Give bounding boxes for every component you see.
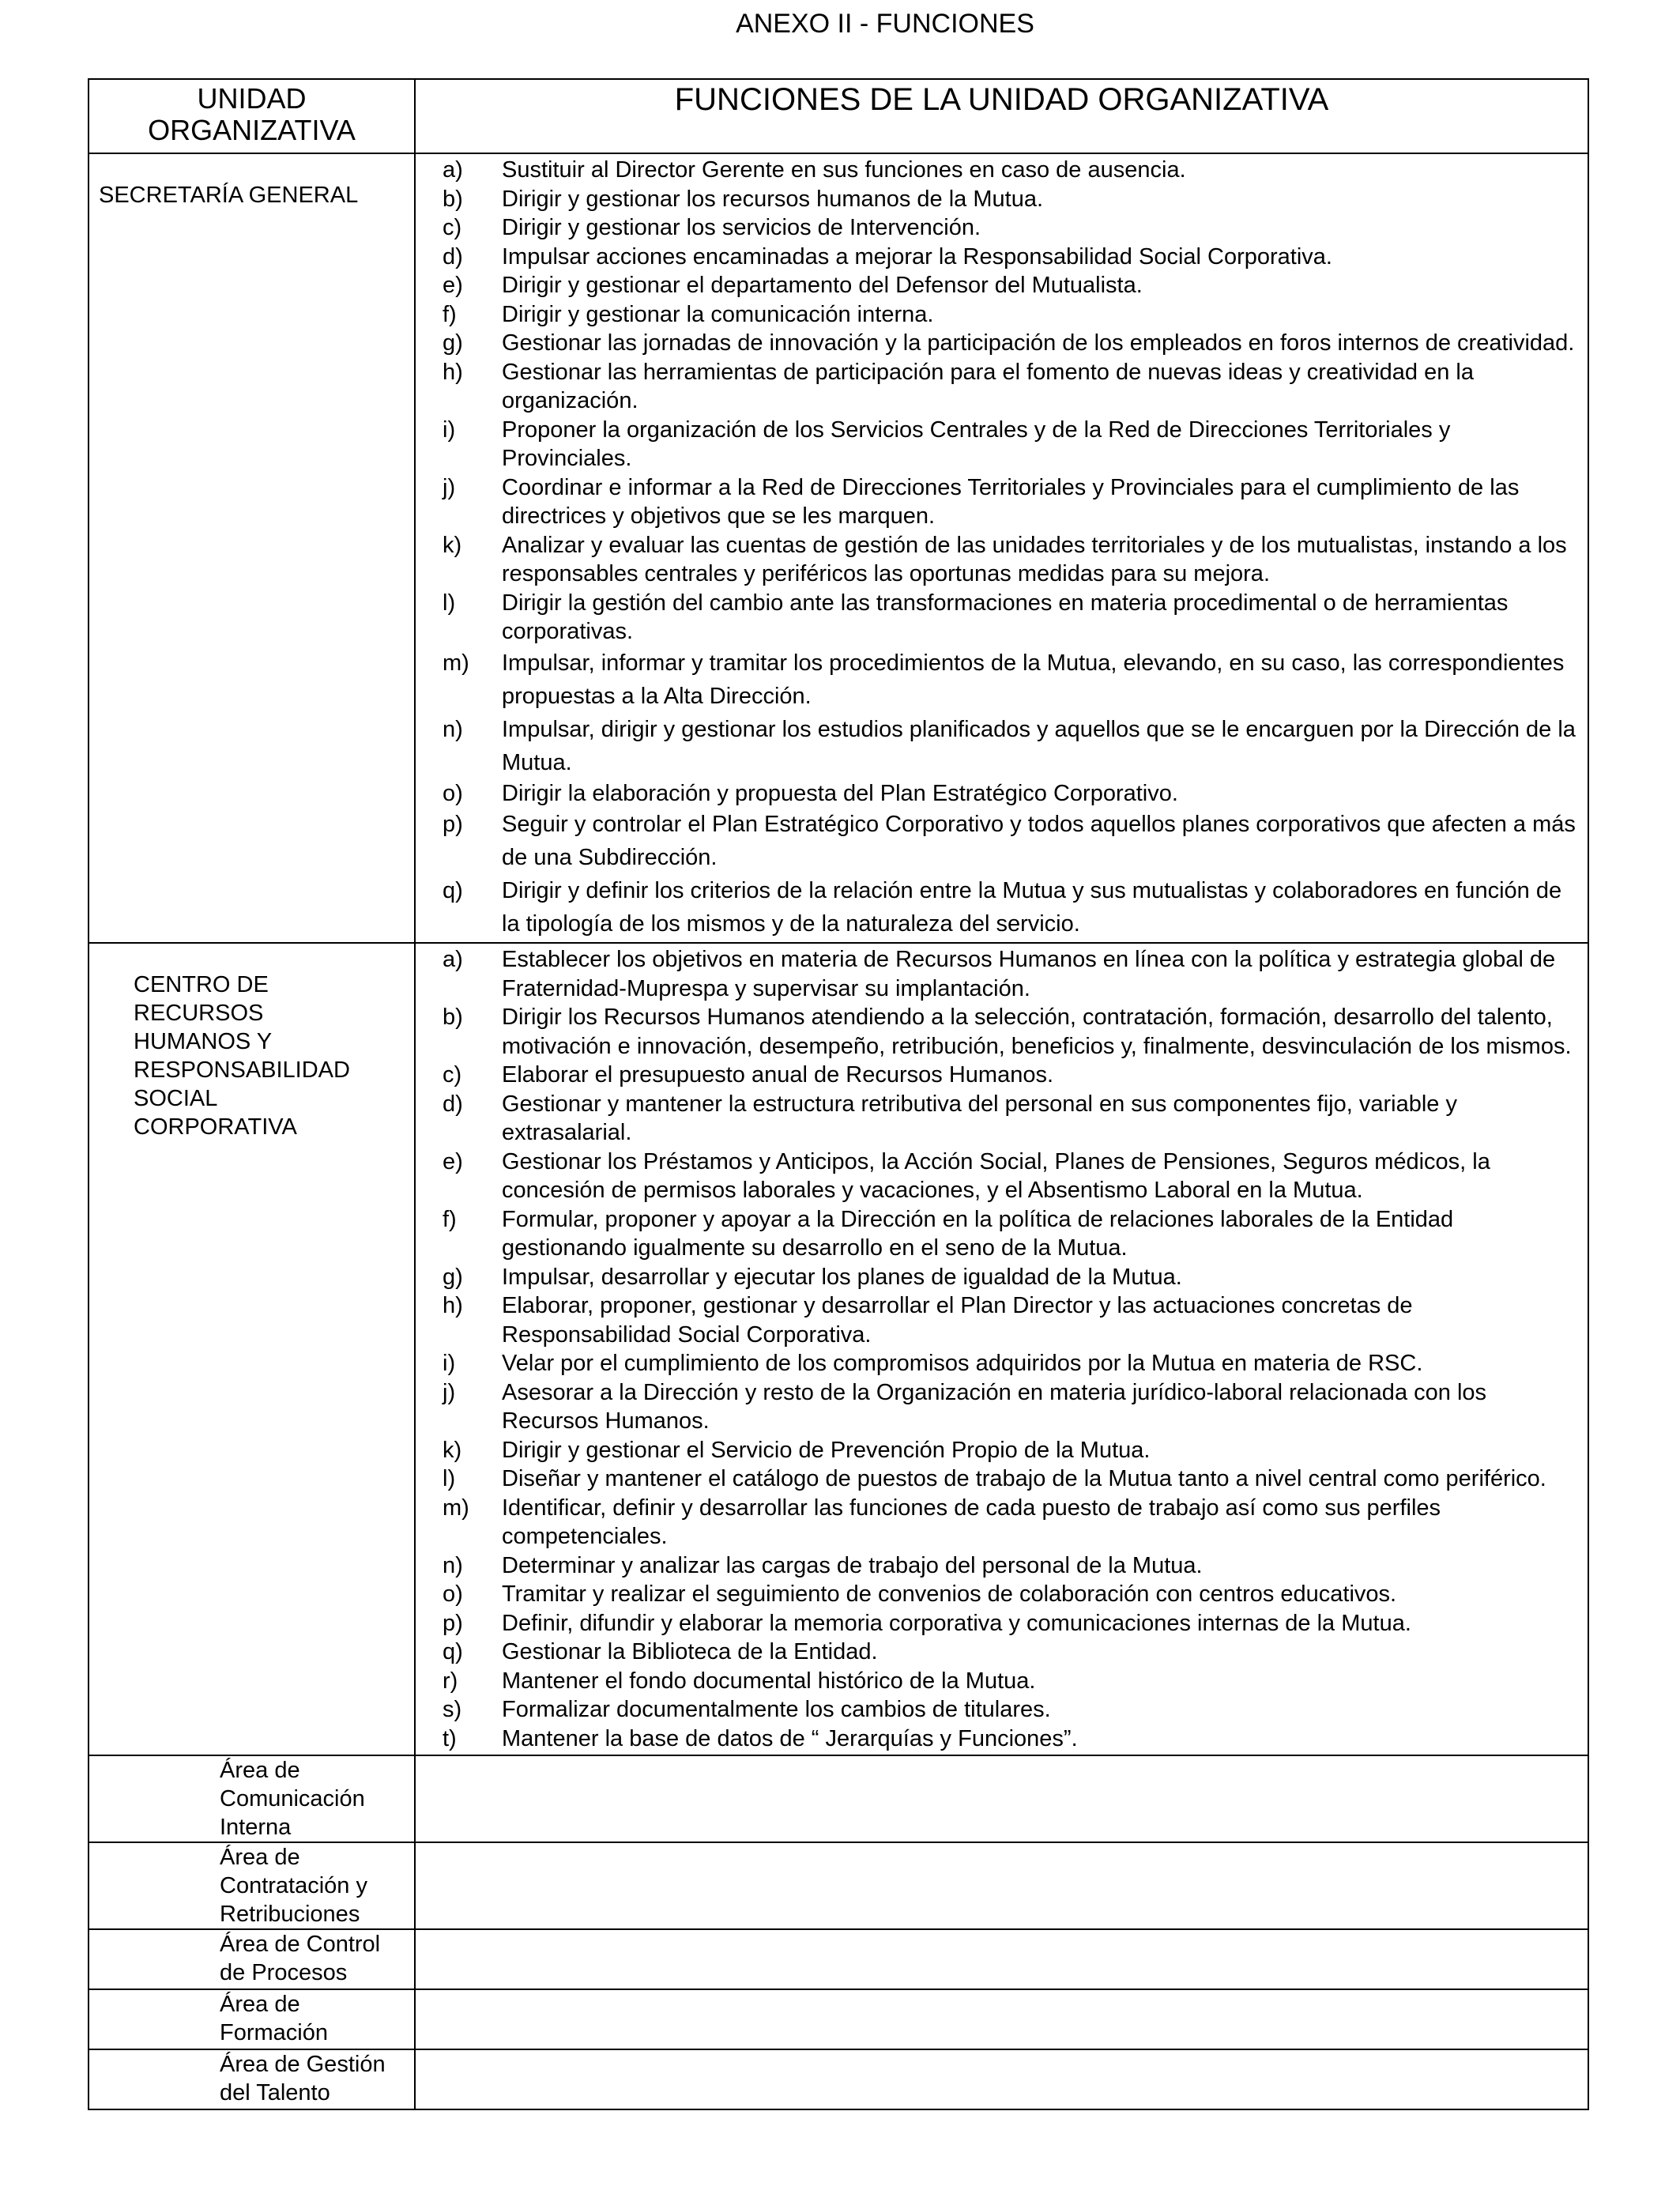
unit-name-line: RESPONSABILIDAD: [134, 1057, 350, 1083]
unit-name-secretaria: SECRETARÍA GENERAL: [99, 183, 359, 208]
area-name-control-procesos: [89, 1929, 415, 1989]
function-item: [416, 213, 1580, 243]
function-text: Identificar, definir y desarrollar las funciones de cada puesto de trabajo así como sus perfiles competenciales.: [502, 1495, 1441, 1549]
unit-name-rrhh: [89, 944, 414, 1141]
function-text: Tramitar y realizar el seguimiento de convenios de colaboración con centros educativos.: [502, 1581, 1397, 1607]
function-text: Impulsar acciones encaminadas a mejorar la Responsabilidad Social Corporativa.: [502, 243, 1332, 270]
function-letter: h): [443, 1293, 463, 1318]
function-item: [416, 1638, 1580, 1667]
area-name-line: Comunicación: [220, 1786, 365, 1811]
function-text: Impulsar, dirigir y gestionar los estudios planificados y aquellos que se le encarguen por la Dirección de la Mutua.: [502, 716, 1576, 775]
area-functions-empty: [415, 2049, 1588, 2109]
function-text: Dirigir y definir los criterios de la relación entre la Mutua y sus mutualistas y colaboradores en función de la tipología de los mismos y de la naturaleza del servicio.: [502, 878, 1562, 937]
function-text: Determinar y analizar las cargas de trabajo del personal de la Mutua.: [502, 1552, 1203, 1578]
function-text: Seguir y controlar el Plan Estratégico Corporativo y todos aquellos planes corporativos que afecten a más de una Subdirección.: [502, 812, 1576, 870]
function-item: [416, 1263, 1580, 1292]
function-letter: q): [443, 1639, 463, 1664]
area-name-line: Retribuciones: [220, 1902, 360, 1927]
function-text: Dirigir y gestionar la comunicación interna.: [502, 301, 934, 327]
area-name-line: del Talento: [220, 2080, 330, 2105]
function-letter: b): [443, 1005, 463, 1030]
function-text: Definir, difundir y elaborar la memoria corporativa y comunicaciones internas de la Mutua.: [502, 1610, 1411, 1636]
function-text: Dirigir y gestionar los recursos humanos de la Mutua.: [502, 186, 1044, 212]
table-row-area: [89, 1929, 1588, 1989]
function-letter: n): [443, 1552, 463, 1578]
function-letter: b): [443, 186, 463, 212]
page-title: ANEXO II - FUNCIONES: [736, 9, 1034, 39]
function-item: [416, 647, 1580, 713]
table-row-area: [89, 1755, 1588, 1842]
function-item: [416, 1148, 1580, 1205]
function-letter: a): [443, 947, 463, 972]
area-name-line: Contratación y: [220, 1873, 367, 1898]
function-letter: j): [443, 474, 456, 500]
functions-cell-secretaria: [415, 153, 1588, 943]
function-item: [416, 1695, 1580, 1725]
header-unit: [89, 79, 415, 153]
function-letter: g): [443, 1264, 463, 1290]
function-item: [416, 473, 1580, 531]
function-text: Dirigir y gestionar los servicios de Intervención.: [502, 215, 981, 240]
function-letter: g): [443, 330, 463, 356]
unit-cell-secretaria: [89, 153, 415, 943]
table-row-secretaria: [89, 153, 1588, 943]
unit-name-line: SOCIAL: [134, 1086, 218, 1111]
area-name-contratacion: [89, 1842, 415, 1929]
function-letter: c): [443, 1062, 462, 1088]
function-item: [416, 243, 1580, 272]
function-letter: h): [443, 359, 463, 385]
function-text: Formular, proponer y apoyar a la Dirección en la política de relaciones laborales de la Entidad gestionando igualmente su desarrollo en el seno de la Mutua.: [502, 1206, 1454, 1261]
function-text: Dirigir la gestión del cambio ante las transformaciones en materia procedimental o de herramientas corporativas.: [502, 590, 1509, 644]
function-item: [416, 945, 1580, 1003]
area-name-comunicacion: [89, 1755, 415, 1842]
function-letter: c): [443, 215, 462, 240]
function-item: [416, 874, 1580, 941]
function-letter: i): [443, 417, 456, 443]
function-letter: o): [443, 780, 463, 806]
function-text: Dirigir los Recursos Humanos atendiendo a la selección, contratación, formación, desarrollo del talento, motivación e innovación, desempeño, retribución, beneficios y, finalmente, desvinculación de los mismos.: [502, 1005, 1572, 1059]
function-item: [416, 1349, 1580, 1378]
function-item: [416, 713, 1580, 779]
function-letter: p): [443, 1610, 463, 1636]
function-item: [416, 271, 1580, 300]
area-functions-empty: [415, 1929, 1588, 1989]
function-text: Mantener la base de datos de “ Jerarquías y Funciones”.: [502, 1725, 1078, 1751]
function-letter: e): [443, 273, 463, 298]
function-item: [416, 1609, 1580, 1638]
function-item: [416, 1003, 1580, 1061]
unit-name-line: CORPORATIVA: [134, 1114, 297, 1140]
function-letter: m): [443, 1495, 469, 1521]
functions-list-secretaria: [416, 154, 1588, 942]
function-text: Establecer los objetivos en materia de Recursos Humanos en línea con la política y estrategia global de Fraternidad-Muprespa y supervisar su implantación.: [502, 947, 1556, 1001]
area-functions-empty: [415, 1989, 1588, 2049]
function-item: [416, 1667, 1580, 1696]
functions-table: [88, 78, 1589, 2110]
function-item: [416, 1494, 1580, 1551]
function-letter: a): [443, 157, 463, 183]
functions-cell-rrhh: [415, 943, 1588, 1755]
function-text: Gestionar y mantener la estructura retributiva del personal en sus componentes fijo, variable y extrasalarial.: [502, 1091, 1457, 1145]
area-name-line: Área de Control: [220, 1932, 381, 1957]
area-functions-empty: [415, 1755, 1588, 1842]
function-item: [416, 358, 1580, 416]
function-letter: e): [443, 1148, 463, 1174]
function-text: Sustituir al Director Gerente en sus funciones en caso de ausencia.: [502, 157, 1186, 183]
function-letter: d): [443, 1091, 463, 1117]
function-letter: i): [443, 1351, 456, 1376]
function-letter: r): [443, 1668, 458, 1694]
table-row-rrhh: [89, 943, 1588, 1755]
area-functions-empty: [415, 1842, 1588, 1929]
function-text: Velar por el cumplimiento de los compromisos adquiridos por la Mutua en materia de RSC.: [502, 1351, 1423, 1376]
function-text: Coordinar e informar a la Red de Direcciones Territoriales y Provinciales para el cumplimiento de las directrices y objetivos que se les marquen.: [502, 474, 1520, 529]
area-name-line: Área de: [220, 1758, 300, 1783]
table-header-row: [89, 79, 1588, 153]
function-item: [416, 1436, 1580, 1465]
functions-list-rrhh: [416, 944, 1588, 1755]
function-letter: d): [443, 243, 463, 270]
function-text: Analizar y evaluar las cuentas de gestión de las unidades territoriales y de los mutualistas, instando a los responsables centrales y periféricos las oportunas medidas para su mejora.: [502, 532, 1567, 586]
area-name-line: Área de Gestión: [220, 2052, 386, 2077]
function-item: [416, 185, 1580, 214]
area-name-gestion-talento: [89, 2049, 415, 2109]
function-item: [416, 300, 1580, 330]
function-text: Impulsar, desarrollar y ejecutar los planes de igualdad de la Mutua.: [502, 1264, 1182, 1290]
function-item: [416, 1061, 1580, 1090]
function-text: Elaborar, proponer, gestionar y desarrollar el Plan Director y las actuaciones concretas de Responsabilidad Social Corporativa.: [502, 1293, 1413, 1348]
function-text: Dirigir y gestionar el Servicio de Prevención Propio de la Mutua.: [502, 1437, 1151, 1463]
function-item: [416, 1580, 1580, 1609]
function-letter: s): [443, 1697, 462, 1722]
function-item: [416, 1551, 1580, 1581]
function-letter: k): [443, 532, 462, 558]
area-name-line: Formación: [220, 2020, 328, 2045]
function-text: Asesorar a la Dirección y resto de la Organización en materia jurídico-laboral relacionada con los Recursos Humanos.: [502, 1379, 1487, 1434]
function-text: Gestionar los Préstamos y Anticipos, la Acción Social, Planes de Pensiones, Seguros médicos, la concesión de permisos laborales y vacaciones, y el Absentismo Laboral en la Mutua.: [502, 1148, 1490, 1203]
function-text: Elaborar el presupuesto anual de Recursos Humanos.: [502, 1062, 1054, 1088]
header-functions: FUNCIONES DE LA UNIDAD ORGANIZATIVA: [415, 79, 1588, 153]
area-name-line: Área de: [220, 1845, 300, 1870]
function-text: Impulsar, informar y tramitar los procedimientos de la Mutua, elevando, en su caso, las correspondientes propuestas a la Alta Dirección.: [502, 650, 1565, 709]
area-name-line: de Procesos: [220, 1960, 348, 1985]
function-item: [416, 531, 1580, 589]
table-row-area: [89, 2049, 1588, 2109]
table-row-area: [89, 1989, 1588, 2049]
area-name-formacion: [89, 1989, 415, 2049]
function-text: Dirigir la elaboración y propuesta del Plan Estratégico Corporativo.: [502, 780, 1178, 806]
function-item: [416, 416, 1580, 473]
function-item: [416, 808, 1580, 874]
function-letter: j): [443, 1379, 456, 1405]
table-row-area: [89, 1842, 1588, 1929]
function-item: [416, 1291, 1580, 1349]
unit-cell-rrhh: [89, 943, 415, 1755]
function-item: [416, 1205, 1580, 1263]
header-unit-text: UNIDAD ORGANIZATIVA: [148, 82, 356, 146]
function-text: Mantener el fondo documental histórico de la Mutua.: [502, 1668, 1036, 1694]
function-item: [416, 589, 1580, 647]
unit-name-line: CENTRO DE: [134, 972, 269, 997]
function-text: Gestionar las jornadas de innovación y la participación de los empleados en foros internos de creatividad.: [502, 330, 1575, 356]
unit-name-line: HUMANOS Y: [134, 1029, 273, 1054]
function-text: Gestionar las herramientas de participación para el fomento de nuevas ideas y creatividad en la organización.: [502, 359, 1474, 413]
function-letter: q): [443, 878, 463, 903]
function-letter: t): [443, 1725, 457, 1751]
area-name-line: Área de: [220, 1992, 300, 2017]
function-item: [416, 329, 1580, 358]
function-text: Proponer la organización de los Servicios Centrales y de la Red de Direcciones Territoriales y Provinciales.: [502, 417, 1451, 471]
function-text: Dirigir y gestionar el departamento del Defensor del Mutualista.: [502, 273, 1143, 298]
function-text: Gestionar la Biblioteca de la Entidad.: [502, 1639, 878, 1664]
unit-name-line: RECURSOS: [134, 1001, 264, 1026]
function-text: Formalizar documentalmente los cambios de titulares.: [502, 1697, 1051, 1722]
function-letter: p): [443, 812, 463, 837]
function-item: [416, 1378, 1580, 1436]
function-letter: l): [443, 590, 456, 616]
function-item: [416, 1090, 1580, 1148]
function-text: Diseñar y mantener el catálogo de puestos de trabajo de la Mutua tanto a nivel central como periférico.: [502, 1466, 1546, 1491]
function-letter: o): [443, 1581, 463, 1607]
function-item: [416, 1725, 1580, 1754]
function-letter: n): [443, 716, 463, 742]
function-item: [416, 156, 1580, 185]
function-letter: k): [443, 1437, 462, 1463]
function-letter: l): [443, 1466, 456, 1491]
function-item: [416, 1465, 1580, 1494]
function-letter: f): [443, 301, 457, 327]
area-name-line: Interna: [220, 1815, 292, 1840]
function-item: [416, 779, 1580, 809]
function-letter: f): [443, 1206, 457, 1232]
function-letter: m): [443, 650, 469, 676]
